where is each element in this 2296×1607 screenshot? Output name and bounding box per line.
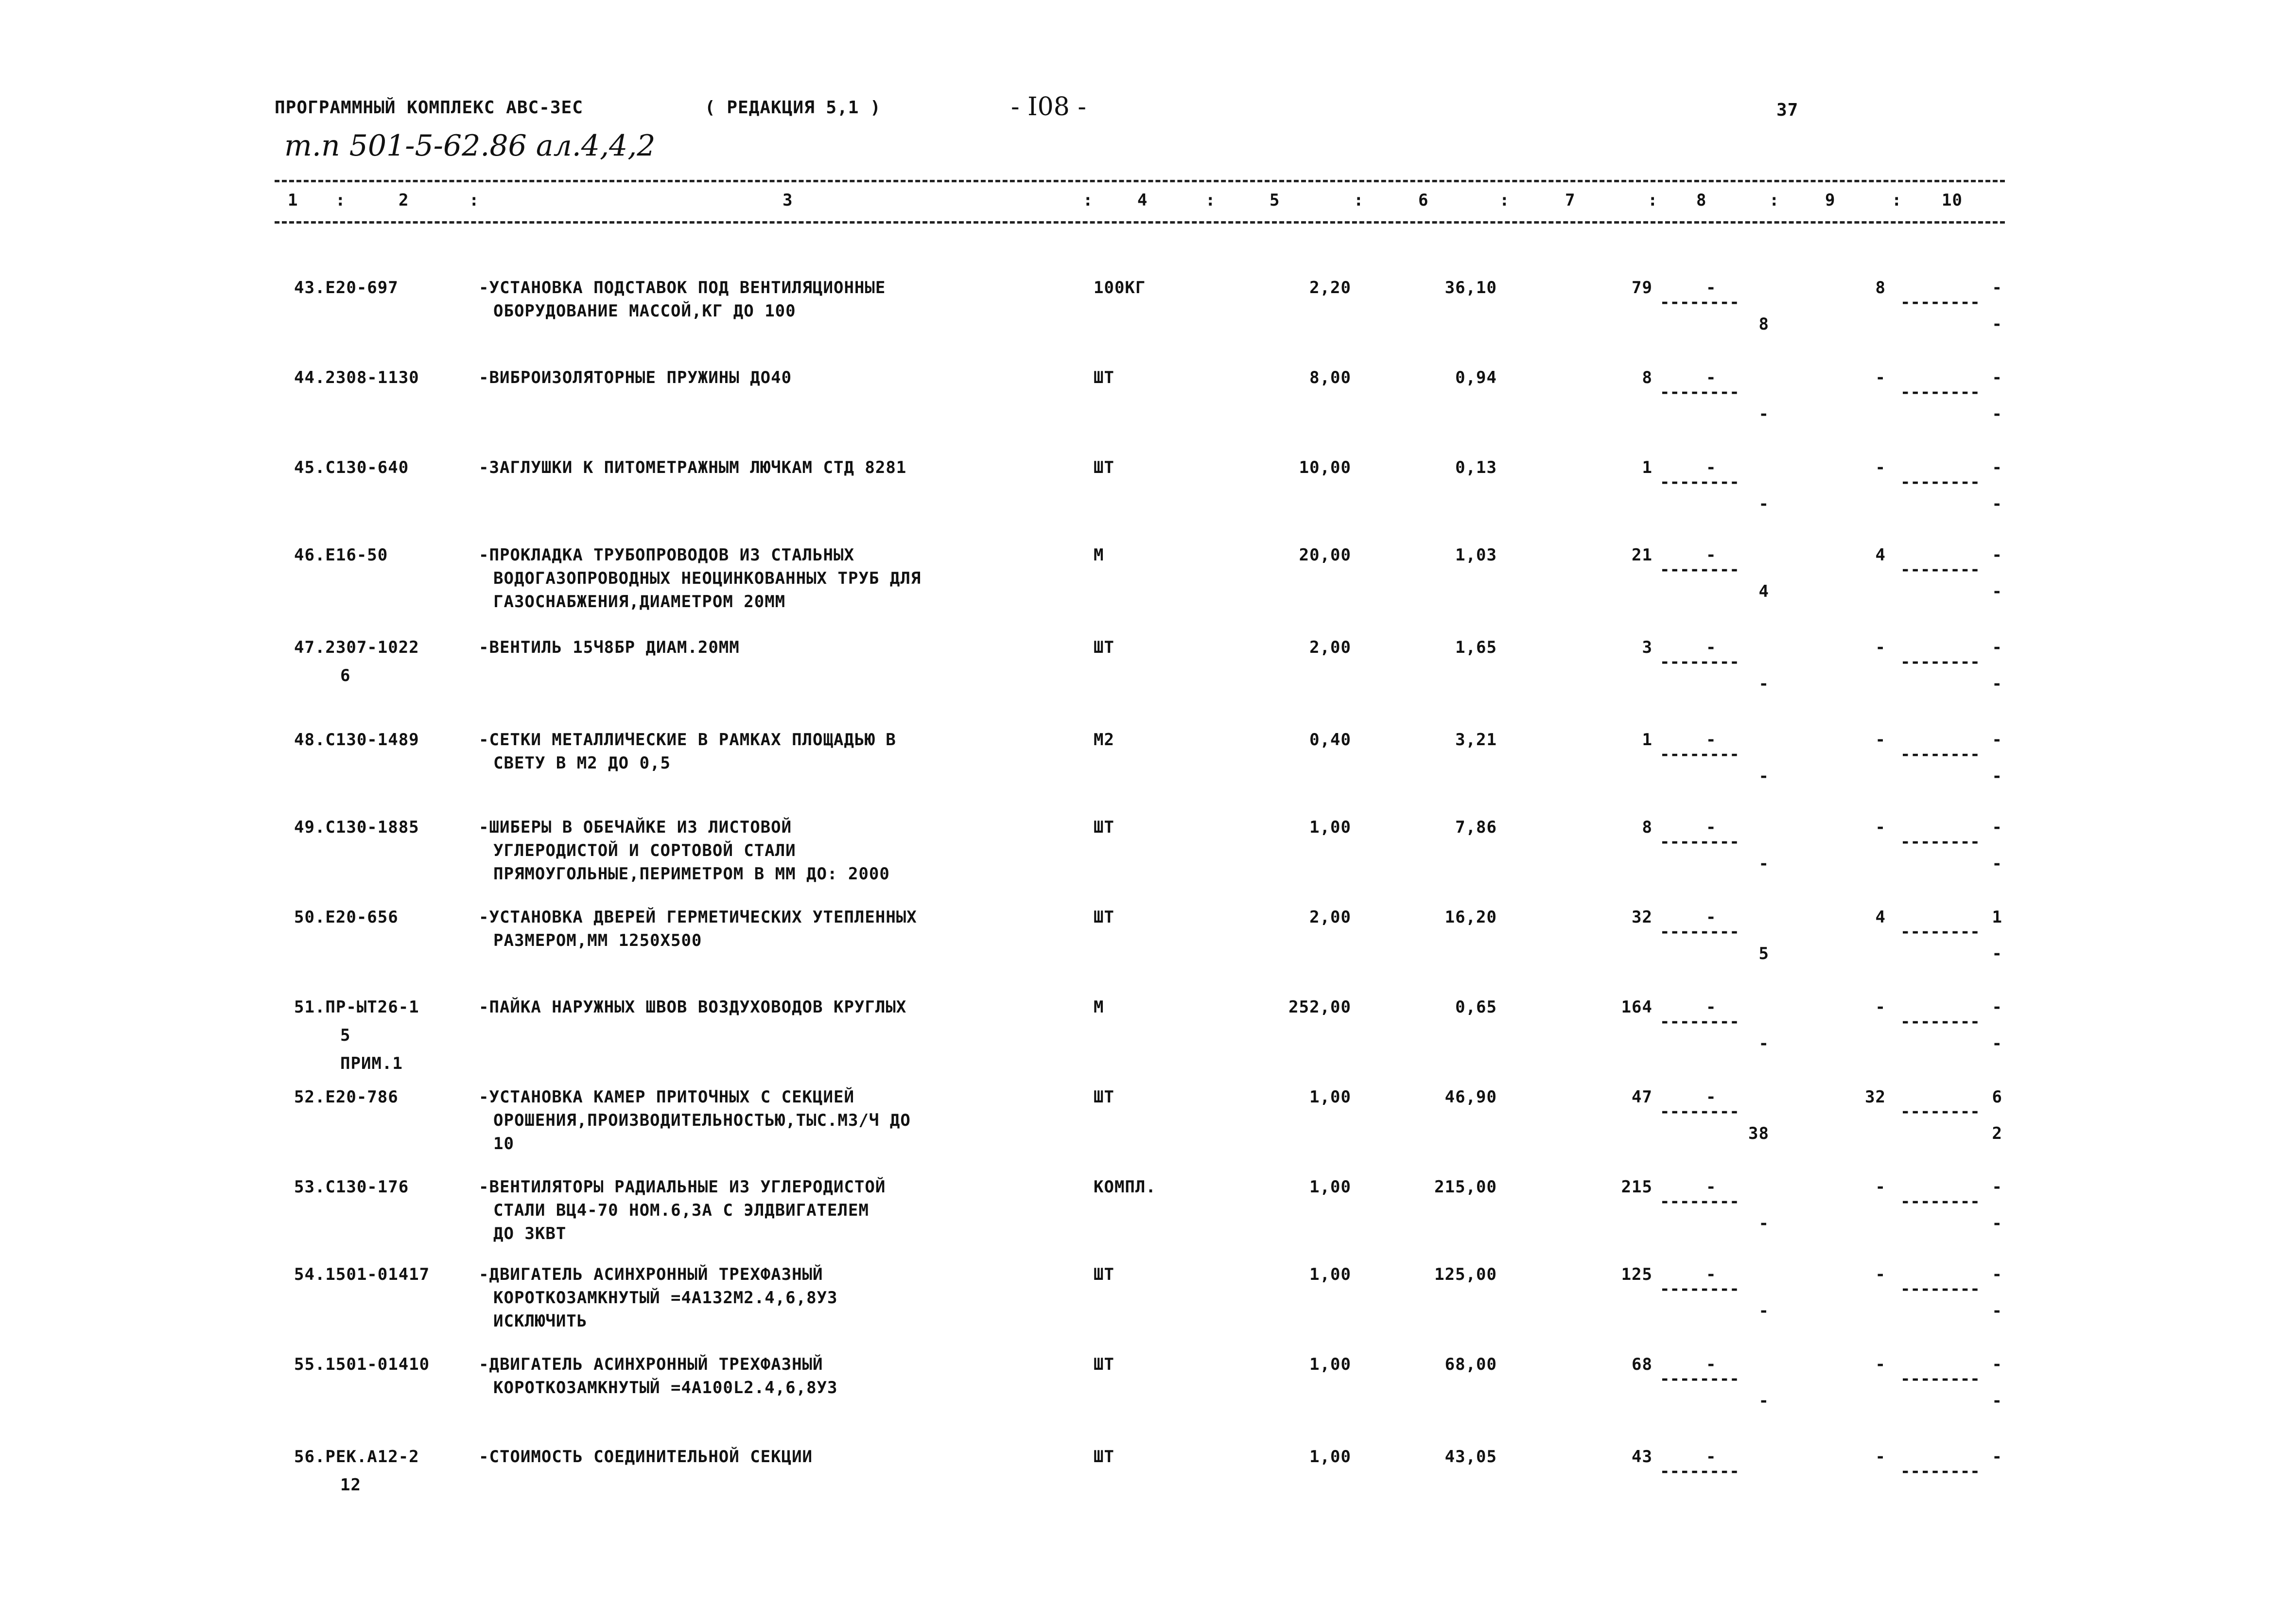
row-total: 43 xyxy=(1632,1447,1652,1467)
row-col10-top: - xyxy=(1992,458,2002,477)
row-col10-bottom: - xyxy=(1992,854,2002,873)
row-code: 51.ПР-ЫТ26-1 xyxy=(294,997,419,1017)
row-total: 21 xyxy=(1632,545,1652,565)
row-quantity: 20,00 xyxy=(1299,545,1351,565)
row-col9: - xyxy=(1875,730,1886,750)
row-unit-price: 36,10 xyxy=(1444,278,1497,297)
row-total: 8 xyxy=(1642,818,1652,837)
row-description: -ЗАГЛУШКИ К ПИТОМЕТРАЖНЫМ ЛЮЧКАМ СТД 8281 xyxy=(479,458,907,477)
row-col10-fraction-line: -------- xyxy=(1900,652,1980,672)
row-col10-fraction-line: -------- xyxy=(1900,922,1980,942)
row-description: ОБОРУДОВАНИЕ МАССОЙ,КГ ДО 100 xyxy=(493,301,796,321)
row-unit: ШТ xyxy=(1094,908,1114,927)
row-total: 32 xyxy=(1632,908,1652,927)
row-col8-top: - xyxy=(1706,545,1717,565)
row-col8-top: - xyxy=(1706,368,1717,387)
row-quantity: 1,00 xyxy=(1309,1447,1351,1467)
row-unit: ШТ xyxy=(1094,368,1114,387)
row-unit-price: 68,00 xyxy=(1444,1355,1497,1374)
row-description: -СТОИМОСТЬ СОЕДИНИТЕЛЬНОЙ СЕКЦИИ xyxy=(479,1447,813,1467)
row-quantity: 2,00 xyxy=(1309,638,1351,657)
row-col8-top: - xyxy=(1706,730,1717,750)
handwritten-reference: т.п 501-5-62.86 ал.4,4,2 xyxy=(284,129,656,163)
row-description: -УСТАНОВКА ПОДСТАВОК ПОД ВЕНТИЛЯЦИОННЫЕ xyxy=(479,278,886,297)
row-col9: - xyxy=(1875,1447,1886,1467)
row-col8-fraction-line: -------- xyxy=(1660,560,1739,579)
row-col8-top: - xyxy=(1706,908,1717,927)
row-col10-top: 6 xyxy=(1992,1087,2002,1107)
row-col8-bottom: - xyxy=(1758,404,1769,424)
row-quantity: 1,00 xyxy=(1309,1355,1351,1374)
row-col8-fraction-line: -------- xyxy=(1660,293,1739,312)
row-code: 55.1501-01410 xyxy=(294,1355,430,1374)
row-col9: - xyxy=(1875,638,1886,657)
row-quantity: 8,00 xyxy=(1309,368,1351,387)
row-col10-bottom: - xyxy=(1992,1214,2002,1233)
row-total: 125 xyxy=(1621,1265,1652,1284)
row-col8-top: - xyxy=(1706,818,1717,837)
row-unit-price: 16,20 xyxy=(1444,908,1497,927)
row-code-continuation: 6 xyxy=(340,666,351,685)
row-description: -ПАЙКА НАРУЖНЫХ ШВОВ ВОЗДУХОВОДОВ КРУГЛЫХ xyxy=(479,997,907,1017)
row-description: ПРЯМОУГОЛЬНЫЕ,ПЕРИМЕТРОМ В ММ ДО: 2000 xyxy=(493,864,890,884)
row-code-continuation: 12 xyxy=(340,1475,361,1495)
col-sep: : xyxy=(1769,191,1780,210)
row-col10-top: - xyxy=(1992,638,2002,657)
row-unit: ШТ xyxy=(1094,1087,1114,1107)
row-col10-fraction-line: -------- xyxy=(1900,1279,1980,1299)
row-unit: ШТ xyxy=(1094,1447,1114,1467)
row-col10-top: 1 xyxy=(1992,908,2002,927)
row-col10-bottom: - xyxy=(1992,944,2002,963)
row-col9: - xyxy=(1875,368,1886,387)
row-col8-top: - xyxy=(1706,1447,1717,1467)
row-col8-top: - xyxy=(1706,1355,1717,1374)
row-code: 53.С130-176 xyxy=(294,1177,409,1197)
col-sep: : xyxy=(1083,191,1094,210)
row-description: 10 xyxy=(493,1134,514,1153)
row-col10-top: - xyxy=(1992,368,2002,387)
row-unit-price: 215,00 xyxy=(1434,1177,1497,1197)
row-col8-fraction-line: -------- xyxy=(1660,383,1739,402)
row-col8-top: - xyxy=(1706,1087,1717,1107)
row-col8-bottom: - xyxy=(1758,1391,1769,1411)
row-col8-bottom: - xyxy=(1758,1034,1769,1053)
row-col10-fraction-line: -------- xyxy=(1900,1462,1980,1481)
row-unit-price: 0,65 xyxy=(1455,997,1497,1017)
row-description: -ВЕНТИЛЯТОРЫ РАДИАЛЬНЫЕ ИЗ УГЛЕРОДИСТОЙ xyxy=(479,1177,886,1197)
row-total: 3 xyxy=(1642,638,1652,657)
row-col8-fraction-line: -------- xyxy=(1660,1102,1739,1121)
row-col8-bottom: - xyxy=(1758,1214,1769,1233)
row-quantity: 2,20 xyxy=(1309,278,1351,297)
row-total: 1 xyxy=(1642,458,1652,477)
row-col10-top: - xyxy=(1992,278,2002,297)
row-unit-price: 125,00 xyxy=(1434,1265,1497,1284)
row-code: 50.Е20-656 xyxy=(294,908,399,927)
row-col10-top: - xyxy=(1992,730,2002,750)
row-quantity: 2,00 xyxy=(1309,908,1351,927)
row-unit: ШТ xyxy=(1094,1355,1114,1374)
row-col8-bottom: - xyxy=(1758,854,1769,873)
row-col9: 4 xyxy=(1875,545,1886,565)
row-col10-top: - xyxy=(1992,1265,2002,1284)
row-code: 56.РЕК.А12-2 xyxy=(294,1447,419,1467)
col-sep: : xyxy=(1354,191,1364,210)
row-col8-fraction-line: -------- xyxy=(1660,1192,1739,1211)
row-col8-fraction-line: -------- xyxy=(1660,1369,1739,1389)
col-sep: : xyxy=(1499,191,1510,210)
col-8: 8 xyxy=(1696,191,1707,210)
row-col8-top: - xyxy=(1706,1177,1717,1197)
row-col10-bottom: - xyxy=(1992,767,2002,786)
row-col10-fraction-line: -------- xyxy=(1900,293,1980,312)
row-total: 215 xyxy=(1621,1177,1652,1197)
row-unit: ШТ xyxy=(1094,458,1114,477)
row-description: ИСКЛЮЧИТЬ xyxy=(493,1311,588,1331)
row-code: 48.С130-1489 xyxy=(294,730,419,750)
row-unit-price: 7,86 xyxy=(1455,818,1497,837)
row-description: КОРОТКОЗАМКНУТЫЙ =4А100L2.4,6,8У3 xyxy=(493,1378,838,1397)
col-sep: : xyxy=(335,191,346,210)
col-5: 5 xyxy=(1270,191,1280,210)
row-col8-top: - xyxy=(1706,458,1717,477)
page-number: - I08 - xyxy=(1011,92,1086,122)
row-col9: 32 xyxy=(1865,1087,1886,1107)
row-unit: ШТ xyxy=(1094,818,1114,837)
row-unit-price: 46,90 xyxy=(1444,1087,1497,1107)
row-unit: М xyxy=(1094,997,1104,1017)
row-col9: - xyxy=(1875,458,1886,477)
row-col8-fraction-line: -------- xyxy=(1660,472,1739,492)
row-unit-price: 3,21 xyxy=(1455,730,1497,750)
row-quantity: 1,00 xyxy=(1309,818,1351,837)
row-col8-bottom: - xyxy=(1758,674,1769,694)
col-10: 10 xyxy=(1942,191,1963,210)
row-col8-fraction-line: -------- xyxy=(1660,745,1739,764)
row-code: 46.Е16-50 xyxy=(294,545,388,565)
row-quantity: 1,00 xyxy=(1309,1265,1351,1284)
row-col8-fraction-line: -------- xyxy=(1660,652,1739,672)
row-col9: - xyxy=(1875,818,1886,837)
row-code: 47.2307-1022 xyxy=(294,638,419,657)
row-col10-fraction-line: -------- xyxy=(1900,1369,1980,1389)
row-description: УГЛЕРОДИСТОЙ И СОРТОВОЙ СТАЛИ xyxy=(493,841,796,860)
row-code: 44.2308-1130 xyxy=(294,368,419,387)
row-col8-bottom: 4 xyxy=(1758,582,1769,601)
row-description: -ВЕНТИЛЬ 15Ч8БР ДИАМ.20ММ xyxy=(479,638,740,657)
row-col10-top: - xyxy=(1992,1177,2002,1197)
row-description: -ПРОКЛАДКА ТРУБОПРОВОДОВ ИЗ СТАЛЬНЫХ xyxy=(479,545,854,565)
header-top-rule xyxy=(275,180,2005,182)
col-9: 9 xyxy=(1825,191,1836,210)
row-unit-price: 1,65 xyxy=(1455,638,1497,657)
row-description: ДО 3КВТ xyxy=(493,1224,567,1243)
row-total: 1 xyxy=(1642,730,1652,750)
row-col10-bottom: - xyxy=(1992,674,2002,694)
row-description: -УСТАНОВКА ДВЕРЕЙ ГЕРМЕТИЧЕСКИХ УТЕПЛЕННЫХ xyxy=(479,908,917,927)
row-code: 45.С130-640 xyxy=(294,458,409,477)
row-description: -УСТАНОВКА КАМЕР ПРИТОЧНЫХ С СЕКЦИЕЙ xyxy=(479,1087,854,1107)
row-description: СВЕТУ В М2 ДО 0,5 xyxy=(493,753,671,773)
row-col10-bottom: - xyxy=(1992,404,2002,424)
program-title: ПРОГРАММНЫЙ КОМПЛЕКС АВС-ЗЕС xyxy=(275,98,583,118)
row-col10-top: - xyxy=(1992,997,2002,1017)
header-bottom-rule xyxy=(275,221,2005,224)
row-col10-top: - xyxy=(1992,545,2002,565)
row-col10-top: - xyxy=(1992,1355,2002,1374)
row-col10-fraction-line: -------- xyxy=(1900,1192,1980,1211)
row-total: 47 xyxy=(1632,1087,1652,1107)
row-note: ПРИМ.1 xyxy=(340,1054,403,1073)
row-unit: М2 xyxy=(1094,730,1114,750)
row-quantity: 10,00 xyxy=(1299,458,1351,477)
row-total: 68 xyxy=(1632,1355,1652,1374)
row-quantity: 0,40 xyxy=(1309,730,1351,750)
row-code: 49.С130-1885 xyxy=(294,818,419,837)
row-col10-fraction-line: -------- xyxy=(1900,745,1980,764)
row-col8-fraction-line: -------- xyxy=(1660,1279,1739,1299)
row-unit-price: 43,05 xyxy=(1444,1447,1497,1467)
row-col10-fraction-line: -------- xyxy=(1900,1012,1980,1031)
col-sep: : xyxy=(469,191,480,210)
row-col10-fraction-line: -------- xyxy=(1900,560,1980,579)
row-col8-top: - xyxy=(1706,638,1717,657)
row-description: ОРОШЕНИЯ,ПРОИЗВОДИТЕЛЬНОСТЬЮ,ТЫС.М3/Ч ДО xyxy=(493,1111,911,1130)
row-col10-bottom: - xyxy=(1992,1391,2002,1411)
row-col10-fraction-line: -------- xyxy=(1900,383,1980,402)
row-description: СТАЛИ ВЦ4-70 НОМ.6,3А С ЭЛДВИГАТЕЛЕМ xyxy=(493,1201,869,1220)
row-quantity: 1,00 xyxy=(1309,1177,1351,1197)
row-col8-fraction-line: -------- xyxy=(1660,922,1739,942)
row-code: 54.1501-01417 xyxy=(294,1265,430,1284)
row-description: КОРОТКОЗАМКНУТЫЙ =4А132М2.4,6,8У3 xyxy=(493,1288,838,1308)
row-description: ВОДОГАЗОПРОВОДНЫХ НЕОЦИНКОВАННЫХ ТРУБ ДЛЯ xyxy=(493,569,922,588)
row-unit: М xyxy=(1094,545,1104,565)
col-3: 3 xyxy=(783,191,793,210)
row-col8-top: - xyxy=(1706,1265,1717,1284)
row-col10-top: - xyxy=(1992,818,2002,837)
row-col8-fraction-line: -------- xyxy=(1660,832,1739,852)
row-col8-bottom: 5 xyxy=(1758,944,1769,963)
col-2: 2 xyxy=(399,191,409,210)
row-col10-bottom: - xyxy=(1992,1301,2002,1321)
row-col10-bottom: - xyxy=(1992,582,2002,601)
col-4: 4 xyxy=(1137,191,1148,210)
col-6: 6 xyxy=(1418,191,1429,210)
row-description: -ДВИГАТЕЛЬ АСИНХРОННЫЙ ТРЕХФАЗНЫЙ xyxy=(479,1355,823,1374)
row-unit: ШТ xyxy=(1094,1265,1114,1284)
row-unit: ШТ xyxy=(1094,638,1114,657)
row-col8-fraction-line: -------- xyxy=(1660,1012,1739,1031)
row-col8-bottom: - xyxy=(1758,767,1769,786)
row-col8-bottom: 8 xyxy=(1758,314,1769,334)
row-description: -ВИБРОИЗОЛЯТОРНЫЕ ПРУЖИНЫ ДО40 xyxy=(479,368,792,387)
row-col10-fraction-line: -------- xyxy=(1900,1102,1980,1121)
row-total: 8 xyxy=(1642,368,1652,387)
col-sep: : xyxy=(1892,191,1902,210)
row-col9: - xyxy=(1875,1177,1886,1197)
row-description: -ШИБЕРЫ В ОБЕЧАЙКЕ ИЗ ЛИСТОВОЙ xyxy=(479,818,792,837)
row-col9: 8 xyxy=(1875,278,1886,297)
row-description: -ДВИГАТЕЛЬ АСИНХРОННЫЙ ТРЕХФАЗНЫЙ xyxy=(479,1265,823,1284)
row-code: 43.Е20-697 xyxy=(294,278,399,297)
row-col8-bottom: 38 xyxy=(1748,1124,1769,1143)
col-1: 1 xyxy=(288,191,298,210)
row-unit-price: 1,03 xyxy=(1455,545,1497,565)
row-col10-fraction-line: -------- xyxy=(1900,472,1980,492)
col-7: 7 xyxy=(1565,191,1576,210)
row-col8-bottom: - xyxy=(1758,1301,1769,1321)
row-col8-bottom: - xyxy=(1758,494,1769,514)
row-col10-bottom: 2 xyxy=(1992,1124,2002,1143)
row-col9: - xyxy=(1875,1355,1886,1374)
row-unit-price: 0,94 xyxy=(1455,368,1497,387)
row-quantity: 252,00 xyxy=(1288,997,1351,1017)
row-col10-top: - xyxy=(1992,1447,2002,1467)
row-unit: КОМПЛ. xyxy=(1094,1177,1156,1197)
col-sep: : xyxy=(1648,191,1658,210)
row-col9: - xyxy=(1875,1265,1886,1284)
row-col8-fraction-line: -------- xyxy=(1660,1462,1739,1481)
row-total: 79 xyxy=(1632,278,1652,297)
row-total: 164 xyxy=(1621,997,1652,1017)
row-col8-top: - xyxy=(1706,997,1717,1017)
row-col10-bottom: - xyxy=(1992,494,2002,514)
row-col9: 4 xyxy=(1875,908,1886,927)
row-unit: 100КГ xyxy=(1094,278,1146,297)
row-description: -СЕТКИ МЕТАЛЛИЧЕСКИЕ В РАМКАХ ПЛОЩАДЬЮ В xyxy=(479,730,896,750)
col-sep: : xyxy=(1205,191,1216,210)
edition-label: ( РЕДАКЦИЯ 5,1 ) xyxy=(705,98,881,118)
row-col9: - xyxy=(1875,997,1886,1017)
row-code-continuation: 5 xyxy=(340,1026,351,1045)
row-description: ГАЗОСНАБЖЕНИЯ,ДИАМЕТРОМ 20ММ xyxy=(493,592,786,611)
row-quantity: 1,00 xyxy=(1309,1087,1351,1107)
row-col10-bottom: - xyxy=(1992,314,2002,334)
row-code: 52.Е20-786 xyxy=(294,1087,399,1107)
row-unit-price: 0,13 xyxy=(1455,458,1497,477)
row-col10-bottom: - xyxy=(1992,1034,2002,1053)
row-description: РАЗМЕРОМ,ММ 1250Х500 xyxy=(493,931,702,950)
row-col10-fraction-line: -------- xyxy=(1900,832,1980,852)
sheet-number: 37 xyxy=(1776,100,1799,120)
row-col8-top: - xyxy=(1706,278,1717,297)
